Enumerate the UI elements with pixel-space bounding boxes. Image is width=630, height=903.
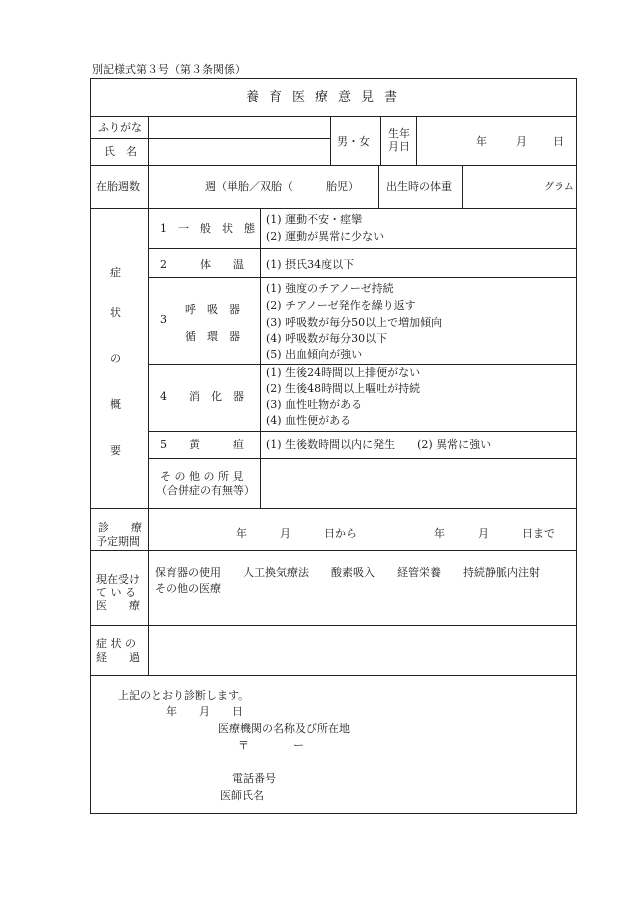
current-care-label-3: 医 療 xyxy=(96,599,140,612)
symptom-section-char: 症 xyxy=(110,266,121,279)
symptom-item[interactable]: (2) 生後48時間以上嘔吐が持続 xyxy=(266,382,421,395)
form-title: 養育医療意見書 xyxy=(246,90,408,105)
facility-label: 医療機関の名称及び所在地 xyxy=(218,722,350,735)
current-care-label-2: て い る xyxy=(96,586,136,599)
symptom-label-general: 1 一 般 状 態 xyxy=(160,222,255,235)
symptom-section-char: の xyxy=(110,352,121,365)
birth-weight-unit: グラム xyxy=(544,182,574,193)
birth-year[interactable]: 年 xyxy=(476,135,487,148)
name-field[interactable] xyxy=(149,139,329,164)
treatment-period-value[interactable]: 年 月 日から 年 月 日まで xyxy=(236,527,555,540)
doctor-name-label: 医師氏名 xyxy=(220,789,264,802)
symptom-item[interactable]: (1) 摂氏34度以下 xyxy=(266,258,355,271)
symptom-item[interactable]: (2) 運動が異常に少ない xyxy=(266,230,385,243)
symptom-item[interactable]: (3) 呼吸数が毎分50以上で増加傾向 xyxy=(266,316,443,329)
symptom-label-respiratory: 呼 吸 器 xyxy=(185,303,240,316)
course-label-top: 症 状 の xyxy=(96,637,136,650)
current-care-options[interactable]: 保育器の使用 人工換気療法 酸素吸入 経管栄養 持続静脈内注射 xyxy=(155,566,540,579)
current-care-label-1: 現在受け xyxy=(96,573,140,586)
course-field[interactable] xyxy=(149,626,576,674)
symptom-item[interactable]: (5) 出血傾向が強い xyxy=(266,348,363,361)
other-findings-field[interactable] xyxy=(261,459,576,507)
gestation-label: 在胎週数 xyxy=(96,180,140,193)
treatment-period-label-top: 診 療 xyxy=(98,521,142,534)
symptom-label-temperature: 2 体 温 xyxy=(160,258,244,271)
form-number-note: 別記様式第３号（第３条関係） xyxy=(92,63,246,76)
birth-label-top: 生年 xyxy=(388,127,410,140)
symptom-item[interactable]: (1) 強度のチアノーゼ持続 xyxy=(266,282,394,295)
symptom-item[interactable]: (1) 運動不安・痙攣 xyxy=(266,213,363,226)
gestation-value[interactable]: 週（単胎／双胎（ 胎児） xyxy=(205,180,359,193)
symptom-label-jaundice: 5 黄 疸 xyxy=(160,438,244,451)
symptom-item[interactable]: (3) 血性吐物がある xyxy=(266,398,363,411)
furigana-label: ふりがな xyxy=(98,121,142,134)
birth-weight-label: 出生時の体重 xyxy=(386,180,452,193)
postal-code[interactable]: 〒 ー xyxy=(238,739,304,752)
sex-select[interactable]: 男・女 xyxy=(337,135,370,148)
diagnosis-date[interactable]: 年 月 日 xyxy=(166,705,243,718)
diagnosis-statement: 上記のとおり診断します。 xyxy=(118,689,250,702)
current-care-other[interactable]: その他の医療 xyxy=(155,582,221,595)
symptom-label-num: 3 xyxy=(160,313,167,326)
symptom-item[interactable]: (2) チアノーゼ発作を繰り返す xyxy=(266,299,416,312)
symptom-item[interactable]: (1) 生後数時間以内に発生 (2) 異常に強い xyxy=(266,438,492,451)
symptom-section-char: 概 xyxy=(110,398,121,411)
other-findings-note: （合併症の有無等） xyxy=(156,484,255,497)
treatment-period-label-bottom: 予定期間 xyxy=(96,535,140,548)
name-label: 氏 名 xyxy=(104,145,137,158)
other-findings-label: そ の 他 の 所 見 xyxy=(160,470,244,483)
birth-month[interactable]: 月 xyxy=(516,135,527,148)
symptom-section-char: 要 xyxy=(110,444,121,457)
symptom-item[interactable]: (1) 生後24時間以上排便がない xyxy=(266,366,421,379)
symptom-item[interactable]: (4) 血性便がある xyxy=(266,414,352,427)
phone-label: 電話番号 xyxy=(232,772,276,785)
symptom-item[interactable]: (4) 呼吸数が毎分30以下 xyxy=(266,332,388,345)
symptom-label-digestive: 4 消 化 器 xyxy=(160,390,244,403)
course-label-bottom: 経 過 xyxy=(96,651,140,664)
symptom-label-circulatory: 循 環 器 xyxy=(185,330,240,343)
furigana-field[interactable] xyxy=(149,117,329,137)
symptom-section-char: 状 xyxy=(110,306,121,319)
birth-day[interactable]: 日 xyxy=(553,135,564,148)
birth-label-bottom: 月日 xyxy=(388,140,410,153)
